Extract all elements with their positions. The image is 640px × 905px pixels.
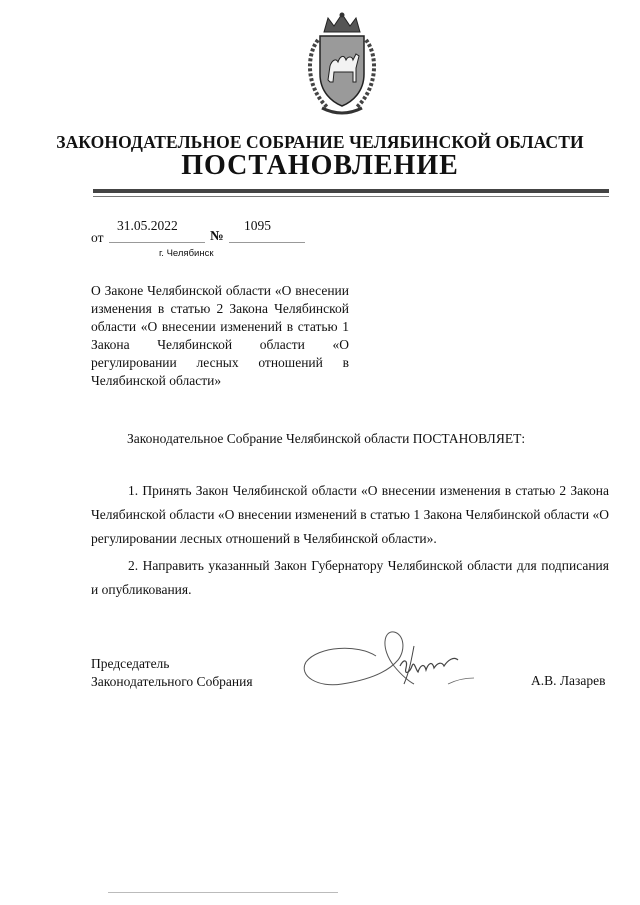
organization-title: ЗАКОНОДАТЕЛЬНОЕ СОБРАНИЕ ЧЕЛЯБИНСКОЙ ОБЛАСТИ <box>56 132 584 152</box>
document-subject: О Законе Челябинской области «О внесении изменения в статью 2 Закона Челябинской области «О внесении изменений в статью 1 Закона Челябинской области «О регулировании лесных отношений в Челябинской области» <box>91 283 349 388</box>
coat-of-arms-icon <box>298 10 386 122</box>
header-rule-thin <box>93 196 609 197</box>
header-rule-thick <box>93 189 609 193</box>
signatory-title <box>91 655 253 691</box>
date-prefix: от <box>91 230 104 245</box>
resolution-item: 1. Принять Закон Челябинской области «О внесении изменения в статью 2 Закона Челябинской области «О внесении изменений в статью 1 Закона Челябинской области «О регулировании лесных отношений в Челябинской области». <box>91 483 609 546</box>
document-type: ПОСТАНОВЛЕНИЕ <box>181 150 459 181</box>
signatory-title-line: Законодательного Собрания <box>91 674 253 689</box>
date-underline <box>109 242 205 243</box>
document-date: 31.05.2022 <box>117 218 178 233</box>
resolution-item: 2. Направить указанный Закон Губернатору Челябинской области для подписания и опубликования. <box>91 558 609 597</box>
resolution-preamble: Законодательное Собрание Челябинской области ПОСТАНОВЛЯЕТ: <box>127 431 526 446</box>
footer-rule <box>108 892 338 893</box>
handwritten-signature-icon <box>298 626 488 696</box>
signatory-title-line: Председатель <box>91 656 170 671</box>
document-number: 1095 <box>244 218 271 233</box>
date-number-row <box>91 218 321 244</box>
number-sign: № <box>210 228 224 243</box>
signatory-name: А.В. Лазарев <box>531 673 606 688</box>
number-underline <box>229 242 305 243</box>
city-label: г. Челябинск <box>159 248 214 259</box>
